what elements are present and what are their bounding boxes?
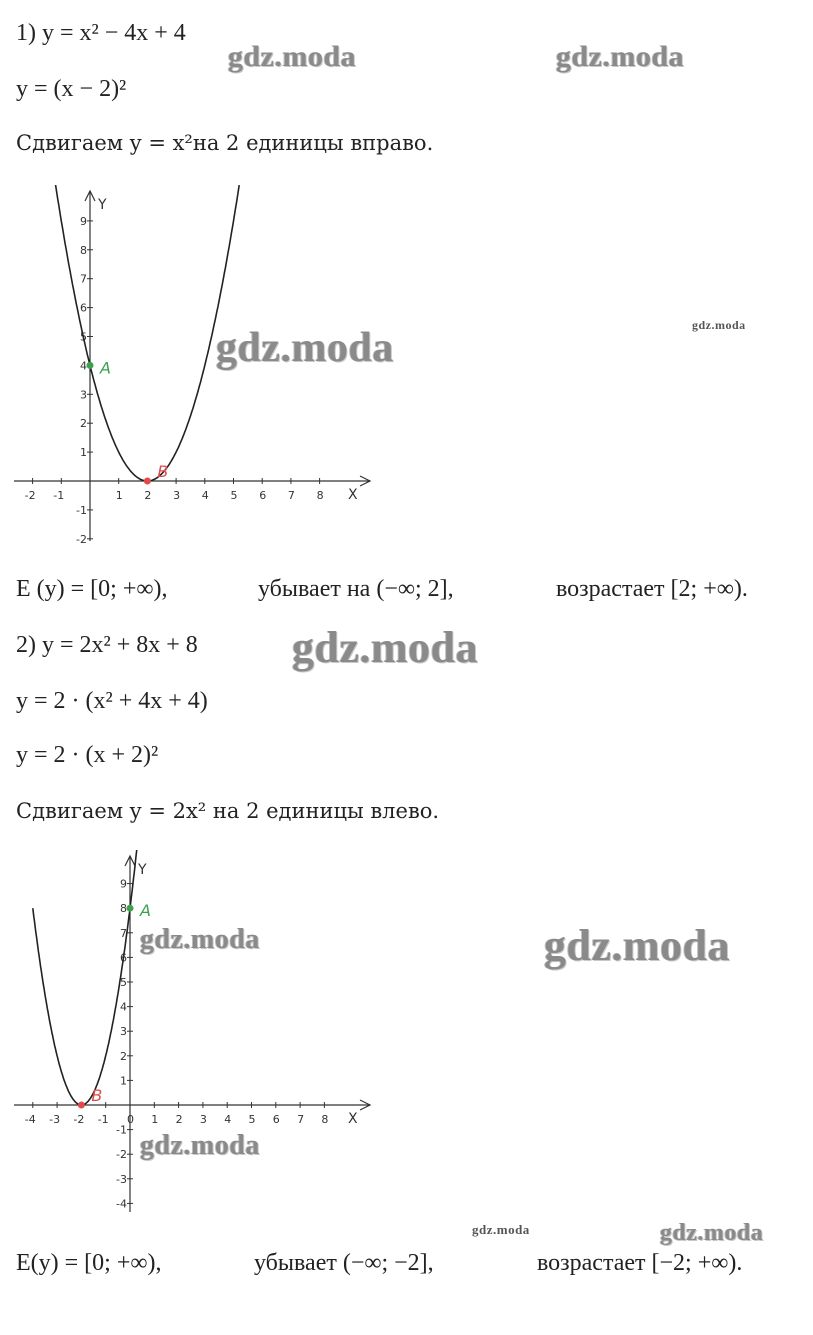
x-tick-label: 6	[272, 1113, 280, 1126]
y-tick-label: 8	[120, 902, 127, 916]
point-a	[87, 362, 94, 369]
x-tick-label: 3	[199, 1113, 207, 1126]
y-tick-label: 2	[120, 1049, 127, 1063]
y-axis-label: Y	[98, 197, 107, 213]
y-tick-label: 7	[120, 926, 127, 940]
point-b	[78, 1102, 85, 1109]
y-tick-label: -1	[76, 503, 87, 517]
x-tick-label: 4	[224, 1113, 232, 1126]
x-tick-label: 5	[248, 1113, 256, 1126]
part2-equation-3: y = 2 · (x + 2)²	[16, 742, 159, 768]
x-tick-label: 1	[115, 489, 123, 502]
y-tick-label: 4	[80, 359, 87, 373]
part1-decreasing-text: убывает на (−∞; 2],	[258, 576, 454, 602]
x-axis-label: X	[348, 1111, 358, 1127]
y-tick-label: -2	[116, 1148, 127, 1162]
y-tick-label: -1	[116, 1123, 127, 1137]
point-b	[144, 478, 151, 485]
y-tick-label: 7	[80, 272, 87, 286]
x-tick-label: 2	[144, 489, 152, 502]
part1-shift-text: Сдвигаем y = x²на 2 единицы вправо.	[16, 131, 434, 155]
x-tick-label: 1	[151, 1113, 159, 1126]
x-tick-label: 5	[230, 489, 238, 502]
point-b-label: B	[91, 1086, 103, 1105]
y-axis-label: Y	[138, 862, 147, 878]
x-tick-label: 3	[173, 489, 181, 502]
graph-2	[10, 850, 380, 1220]
y-tick-label: 3	[80, 388, 87, 402]
y-tick-label: 9	[80, 214, 87, 228]
y-tick-label: 8	[80, 243, 87, 257]
part1-equation-2: y = (x − 2)²	[16, 76, 127, 102]
x-tick-label: -1	[53, 489, 65, 502]
watermark: gdz.moda	[140, 924, 260, 955]
part2-decreasing-text: убывает (−∞; −2],	[254, 1250, 434, 1276]
x-axis-label: X	[348, 487, 358, 503]
x-tick-label: 7	[297, 1113, 305, 1126]
x-tick-label: 7	[287, 489, 295, 502]
y-tick-label: 3	[120, 1025, 127, 1039]
x-tick-label: -3	[49, 1113, 61, 1126]
watermark: gdz.moda	[660, 1220, 764, 1246]
part1-range-text: E (y) = [0; +∞),	[16, 576, 168, 602]
y-tick-label: 1	[80, 446, 87, 460]
y-tick-label: 4	[120, 1000, 127, 1014]
part2-increasing-text: возрастает [−2; +∞).	[537, 1250, 743, 1276]
parabola-curve	[54, 185, 239, 481]
watermark: gdz.moda	[292, 623, 479, 672]
part2-equation-1: 2) y = 2x² + 8x + 8	[16, 632, 198, 658]
y-tick-label: 9	[120, 877, 127, 891]
x-tick-label: 6	[259, 489, 267, 502]
watermark: gdz.moda	[228, 40, 357, 73]
watermark: gdz.moda	[556, 40, 685, 73]
x-tick-label: 8	[316, 489, 324, 502]
x-tick-label: -4	[24, 1113, 36, 1126]
point-a	[127, 905, 134, 912]
part2-shift-text: Сдвигаем y = 2x² на 2 единицы влево.	[16, 799, 440, 823]
x-tick-label: 0	[127, 1113, 134, 1126]
part2-equation-2: y = 2 · (x² + 4x + 4)	[16, 688, 208, 714]
x-tick-label: 4	[201, 489, 209, 502]
part2-range-text: E(y) = [0; +∞),	[16, 1250, 162, 1276]
watermark: gdz.moda	[544, 921, 731, 970]
point-a-label: A	[140, 901, 151, 921]
watermark: gdz.moda	[216, 325, 394, 371]
y-tick-label: 6	[120, 951, 127, 965]
x-tick-label: 8	[321, 1113, 329, 1126]
y-tick-label: -4	[116, 1197, 127, 1211]
y-tick-label: 5	[80, 330, 87, 344]
y-tick-label: 5	[120, 976, 127, 989]
y-tick-label: -3	[116, 1172, 127, 1186]
part1-equation-1: 1) y = x² − 4x + 4	[16, 20, 186, 46]
watermark: gdz.moda	[692, 318, 746, 332]
y-tick-label: -2	[76, 532, 87, 545]
x-tick-label: -2	[73, 1113, 85, 1126]
y-tick-label: 1	[120, 1074, 127, 1088]
watermark: gdz.moda	[140, 1130, 260, 1161]
x-tick-label: -1	[97, 1113, 109, 1126]
point-a-label: A	[100, 358, 111, 378]
x-tick-label: -2	[24, 489, 36, 502]
x-tick-label: 2	[175, 1113, 183, 1126]
point-b-label: B	[157, 462, 169, 481]
y-tick-label: 6	[80, 301, 87, 315]
y-tick-label: 2	[80, 417, 87, 431]
part1-increasing-text: возрастает [2; +∞).	[556, 576, 748, 602]
watermark: gdz.moda	[472, 1222, 530, 1237]
